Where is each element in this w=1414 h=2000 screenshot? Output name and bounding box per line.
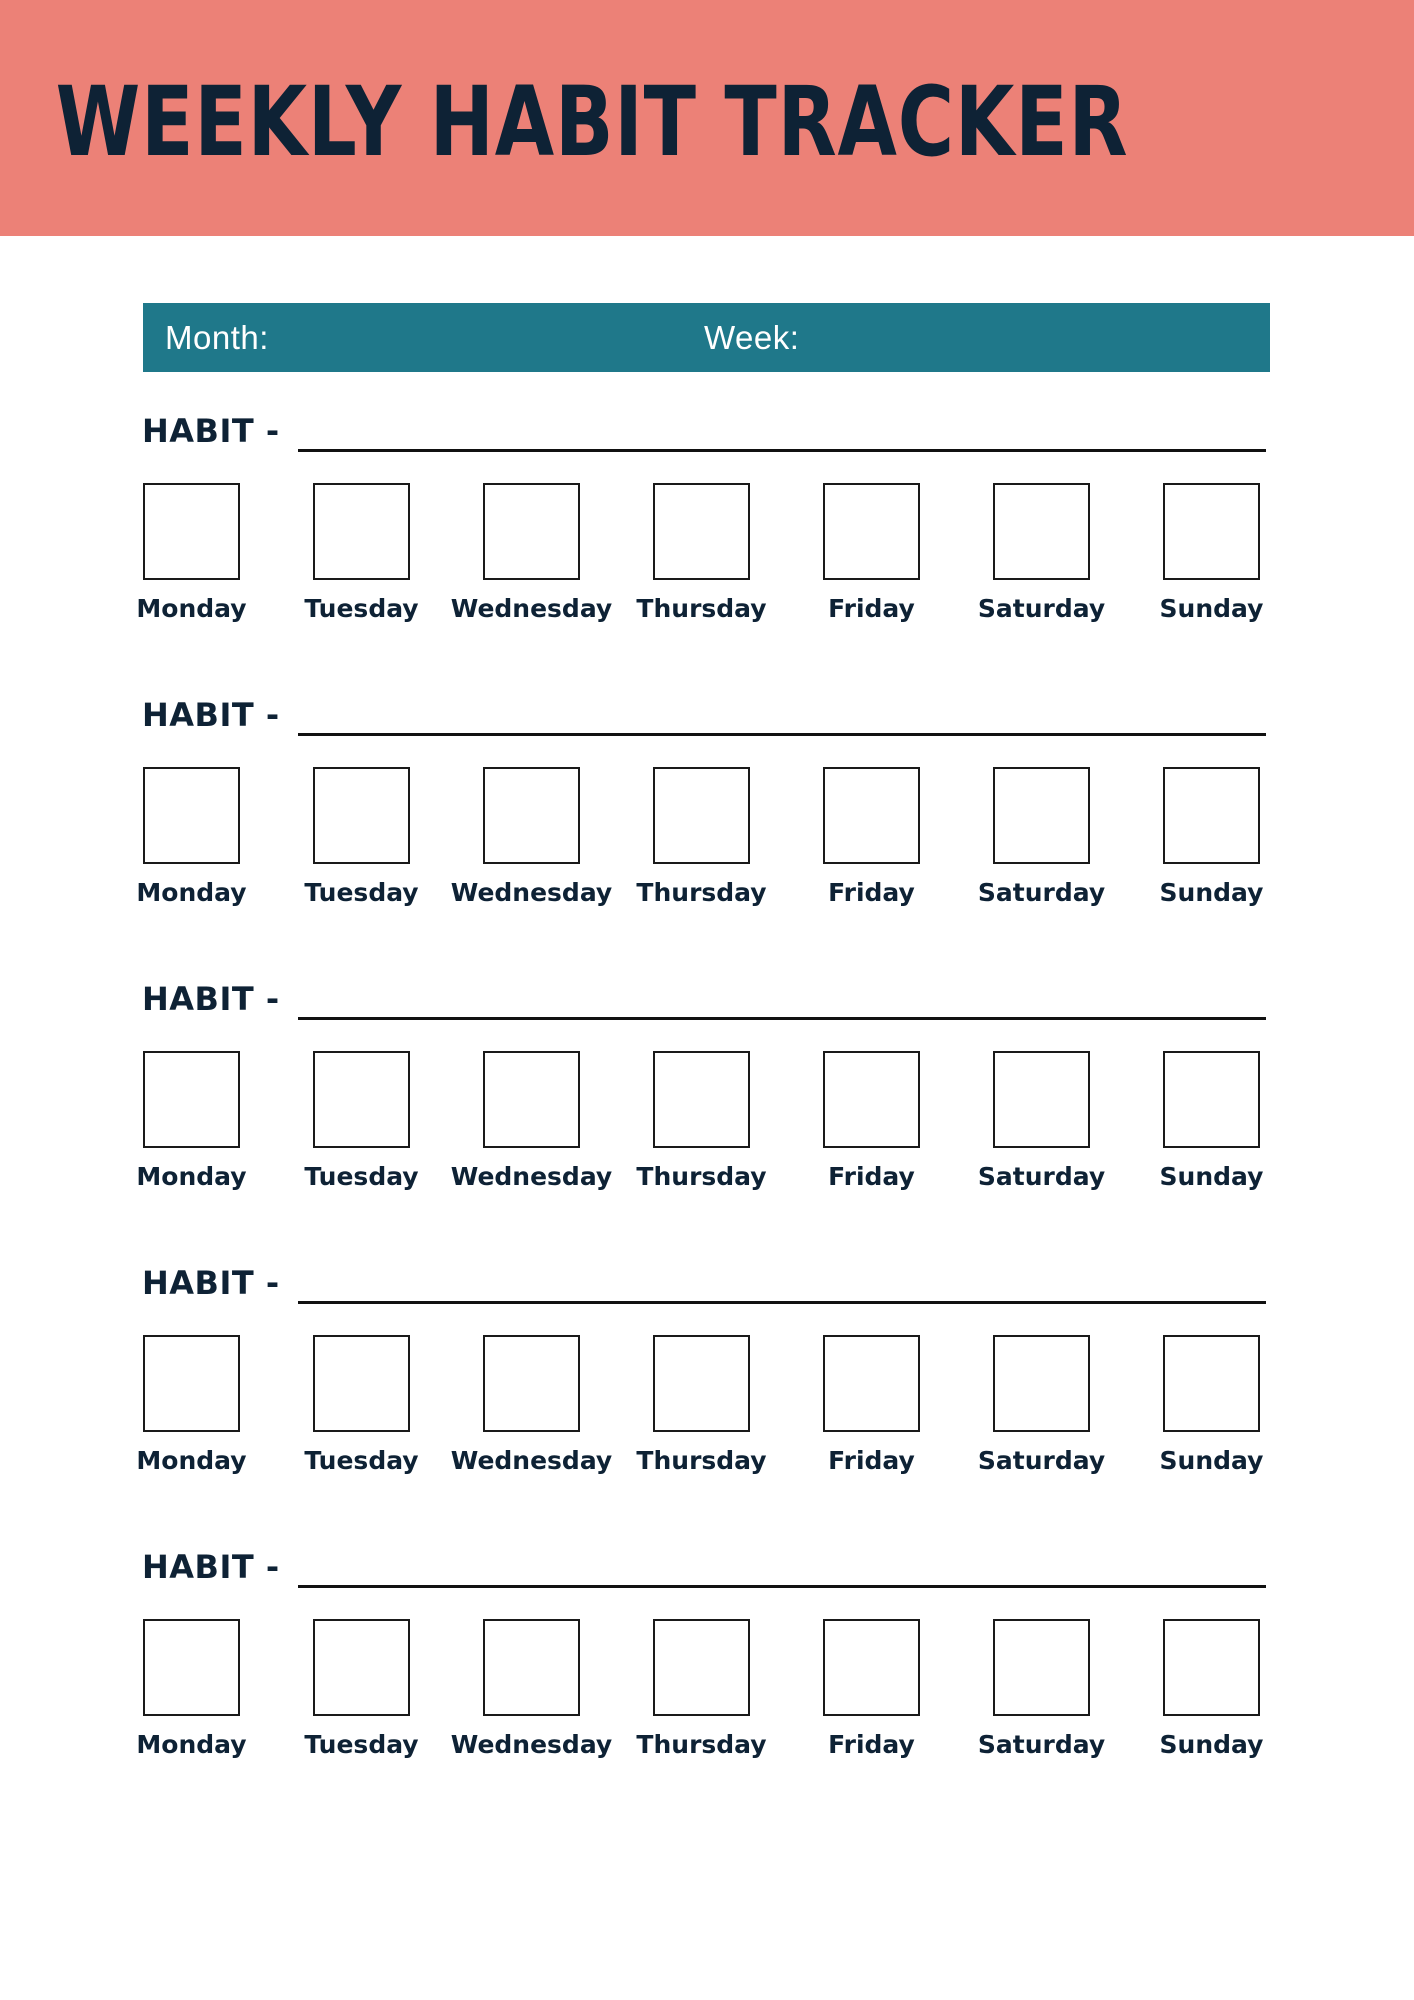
day-checkbox-monday[interactable] (143, 483, 240, 580)
header-band (0, 0, 1414, 236)
day-label: Sunday (1159, 1446, 1264, 1475)
day-label: Sunday (1159, 878, 1264, 907)
day-checkbox-friday[interactable] (823, 1619, 920, 1716)
day-label: Sunday (1159, 1730, 1264, 1759)
day-checkbox-saturday[interactable] (993, 1619, 1090, 1716)
day-label: Tuesday (304, 878, 419, 907)
habit-name-line[interactable] (298, 733, 1266, 736)
day-label: Tuesday (304, 1162, 419, 1191)
day-checkbox-tuesday[interactable] (313, 767, 410, 864)
week-label: Week: (704, 319, 800, 356)
habit-label: HABIT - (142, 1264, 280, 1302)
day-checkbox-monday[interactable] (143, 767, 240, 864)
day-label: Wednesday (450, 594, 613, 623)
habit-section (0, 974, 1414, 1224)
day-label: Friday (828, 594, 915, 623)
month-label: Month: (165, 319, 269, 356)
habit-label: HABIT - (142, 1548, 280, 1586)
day-checkbox-thursday[interactable] (653, 483, 750, 580)
day-label: Monday (136, 1730, 247, 1759)
day-label: Friday (828, 878, 915, 907)
day-checkbox-tuesday[interactable] (313, 1051, 410, 1148)
day-label: Sunday (1159, 1162, 1264, 1191)
day-label: Wednesday (450, 1446, 613, 1475)
day-label: Thursday (636, 594, 767, 623)
day-checkbox-wednesday[interactable] (483, 767, 580, 864)
day-checkbox-friday[interactable] (823, 1051, 920, 1148)
day-label: Saturday (977, 1446, 1106, 1475)
habit-name-line[interactable] (298, 1301, 1266, 1304)
day-label: Monday (136, 1162, 247, 1191)
day-checkbox-saturday[interactable] (993, 1335, 1090, 1432)
day-label: Wednesday (450, 878, 613, 907)
day-checkbox-friday[interactable] (823, 767, 920, 864)
month-week-bar (143, 303, 1270, 372)
day-label: Monday (136, 594, 247, 623)
day-checkbox-wednesday[interactable] (483, 1051, 580, 1148)
day-label: Saturday (977, 1162, 1106, 1191)
habit-section (0, 1258, 1414, 1508)
day-label: Thursday (636, 1446, 767, 1475)
day-checkbox-thursday[interactable] (653, 767, 750, 864)
day-checkbox-wednesday[interactable] (483, 1335, 580, 1432)
day-checkbox-saturday[interactable] (993, 1051, 1090, 1148)
day-label: Saturday (977, 1730, 1106, 1759)
day-checkbox-thursday[interactable] (653, 1051, 750, 1148)
habit-section (0, 690, 1414, 940)
day-label: Tuesday (304, 1446, 419, 1475)
day-label: Thursday (636, 1730, 767, 1759)
day-checkbox-monday[interactable] (143, 1051, 240, 1148)
day-label: Sunday (1159, 594, 1264, 623)
habit-label: HABIT - (142, 412, 280, 450)
day-label: Saturday (977, 878, 1106, 907)
habit-name-line[interactable] (298, 449, 1266, 452)
habit-label: HABIT - (142, 696, 280, 734)
day-checkbox-friday[interactable] (823, 483, 920, 580)
habit-name-line[interactable] (298, 1017, 1266, 1020)
day-label: Monday (136, 1446, 247, 1475)
day-checkbox-thursday[interactable] (653, 1335, 750, 1432)
day-checkbox-sunday[interactable] (1163, 483, 1260, 580)
day-checkbox-wednesday[interactable] (483, 1619, 580, 1716)
habit-section (0, 1542, 1414, 1792)
day-label: Thursday (636, 1162, 767, 1191)
page-title: WEEKLY HABIT TRACKER (55, 66, 1129, 178)
day-label: Tuesday (304, 594, 419, 623)
day-label: Tuesday (304, 1730, 419, 1759)
day-checkbox-saturday[interactable] (993, 767, 1090, 864)
day-checkbox-tuesday[interactable] (313, 1619, 410, 1716)
day-label: Wednesday (450, 1730, 613, 1759)
day-checkbox-sunday[interactable] (1163, 1619, 1260, 1716)
day-checkbox-tuesday[interactable] (313, 1335, 410, 1432)
day-label: Saturday (977, 594, 1106, 623)
day-checkbox-sunday[interactable] (1163, 767, 1260, 864)
habit-name-line[interactable] (298, 1585, 1266, 1588)
day-checkbox-sunday[interactable] (1163, 1335, 1260, 1432)
day-label: Friday (828, 1446, 915, 1475)
day-checkbox-saturday[interactable] (993, 483, 1090, 580)
day-checkbox-sunday[interactable] (1163, 1051, 1260, 1148)
day-checkbox-monday[interactable] (143, 1619, 240, 1716)
habit-label: HABIT - (142, 980, 280, 1018)
day-checkbox-monday[interactable] (143, 1335, 240, 1432)
day-checkbox-thursday[interactable] (653, 1619, 750, 1716)
habit-section (0, 406, 1414, 656)
day-label: Friday (828, 1730, 915, 1759)
day-label: Thursday (636, 878, 767, 907)
day-checkbox-friday[interactable] (823, 1335, 920, 1432)
day-checkbox-wednesday[interactable] (483, 483, 580, 580)
day-checkbox-tuesday[interactable] (313, 483, 410, 580)
day-label: Friday (828, 1162, 915, 1191)
day-label: Wednesday (450, 1162, 613, 1191)
day-label: Monday (136, 878, 247, 907)
